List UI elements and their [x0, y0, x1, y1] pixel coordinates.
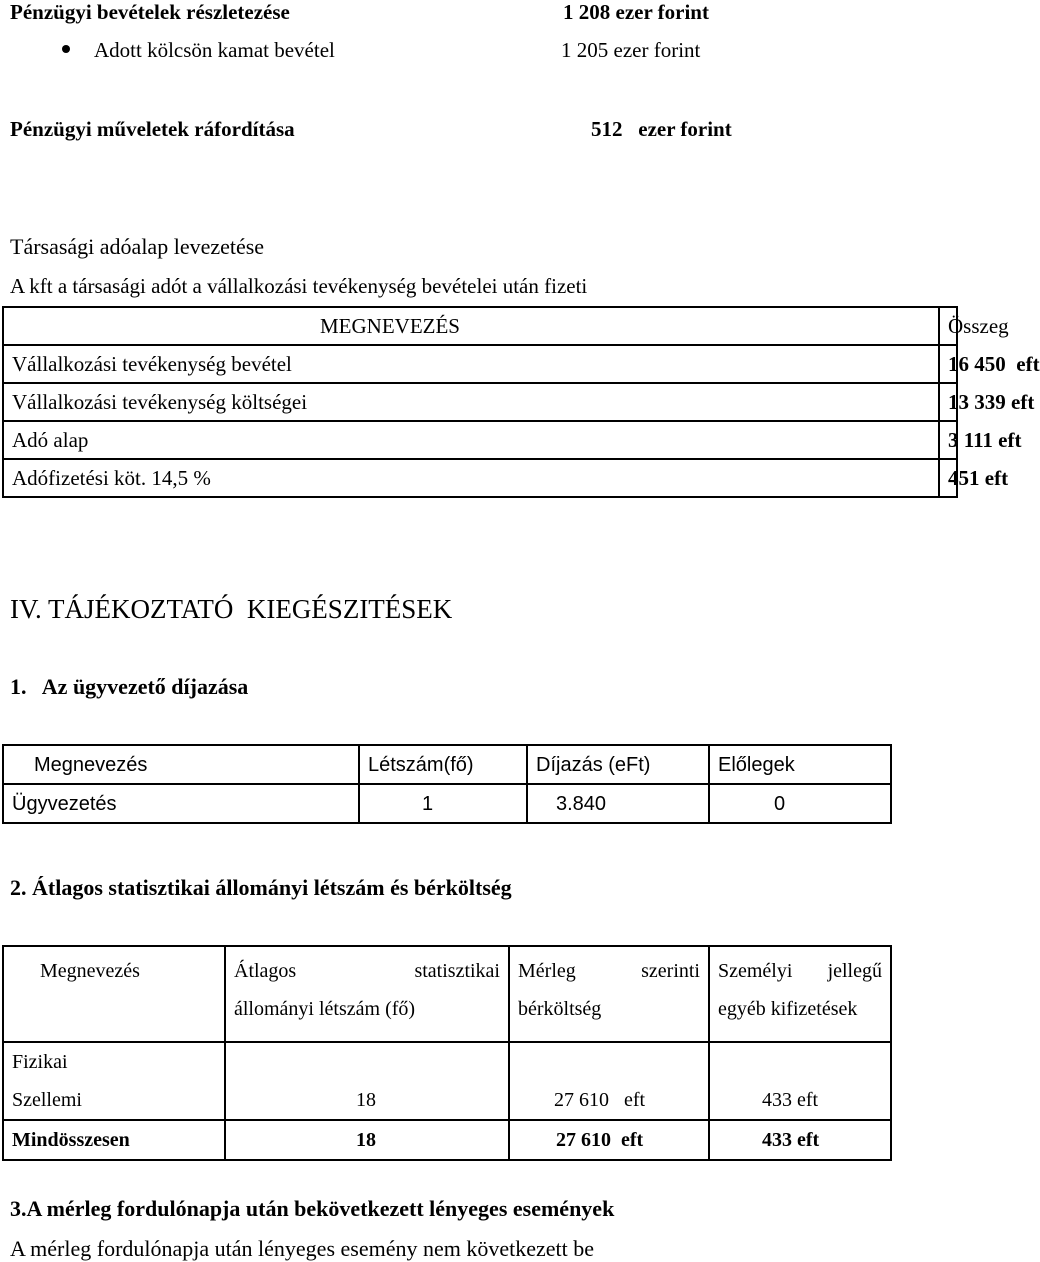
cell-advances: 0	[709, 784, 891, 823]
header-headcount: Létszám(fő)	[359, 745, 527, 784]
cell-headcount	[225, 1042, 509, 1081]
section-iv-title: IV. TÁJÉKOZTATÓ KIEGÉSZITÉSEK	[10, 594, 453, 624]
header-other	[709, 946, 891, 1042]
staff-title: 2. Átlagos statisztikai állományi létszám és bérköltség	[10, 875, 512, 900]
header-other-line-2: egyéb kifizetések	[718, 998, 858, 1020]
row-name: Adó alap	[3, 421, 939, 459]
events-text: A mérleg fordulónapja után lényeges esemény nem következett be	[10, 1236, 595, 1261]
table-row	[3, 1081, 891, 1120]
table-header-row	[3, 946, 891, 1042]
header-amount: Összeg	[939, 307, 957, 345]
cell-fee: 3.840	[527, 784, 709, 823]
header-wage-word-1: Mérleg	[518, 960, 576, 982]
row-amount: 13 339 eft	[939, 383, 957, 421]
cell-other	[709, 1042, 891, 1081]
total-headcount: 18	[225, 1120, 509, 1160]
total-wage: 27 610 eft	[509, 1120, 709, 1160]
tax-base-table	[2, 306, 1040, 498]
total-other: 433 eft	[709, 1120, 891, 1160]
cell-name: Fizikai	[3, 1042, 225, 1081]
manager-fee-title: 1. Az ügyvezető díjazása	[10, 674, 249, 699]
cell-headcount: 18	[225, 1081, 509, 1120]
header-headcount	[225, 946, 509, 1042]
financial-expenses-value: 512 ezer forint	[591, 117, 732, 141]
cell-name: Szellemi	[3, 1081, 225, 1120]
header-advances: Előlegek	[709, 745, 891, 784]
table-header-row	[3, 307, 957, 345]
header-name: Megnevezés	[3, 745, 359, 784]
cell-name: Ügyvezetés	[3, 784, 359, 823]
events-title: 3.A mérleg fordulónapja után bekövetkezett lényeges események	[10, 1196, 615, 1221]
financial-income-title: Pénzügyi bevételek részletezése	[10, 0, 290, 24]
table-row	[3, 345, 957, 383]
header-wage-line-2: bérköltség	[518, 998, 602, 1020]
header-wage-word-2: szerinti	[641, 960, 700, 982]
header-headcount-word-2: statisztikai	[414, 960, 500, 982]
interest-income-value: 1 205 ezer forint	[561, 38, 701, 62]
cell-other: 433 eft	[709, 1081, 891, 1120]
table-row	[3, 383, 957, 421]
table-header-row	[3, 745, 891, 784]
row-amount: 451 eft	[939, 459, 957, 497]
header-name: MEGNEVEZÉS	[3, 307, 939, 345]
row-name: Vállalkozási tevékenység költségei	[3, 383, 939, 421]
header-headcount-word-1: Átlagos	[234, 960, 297, 982]
cell-wage: 27 610 eft	[509, 1081, 709, 1120]
table-row	[3, 421, 957, 459]
row-name: Adófizetési köt. 14,5 %	[3, 459, 939, 497]
interest-income-label: Adott kölcsön kamat bevétel	[94, 38, 335, 62]
header-other-word-2: jellegű	[827, 960, 882, 982]
row-amount: 16 450 eft	[939, 345, 957, 383]
table-row	[3, 784, 891, 823]
cell-headcount: 1	[359, 784, 527, 823]
tax-base-title: Társasági adóalap levezetése	[10, 234, 265, 259]
financial-expenses-title: Pénzügyi műveletek ráfordítása	[10, 117, 295, 141]
table-row	[3, 459, 957, 497]
row-amount: 3 111 eft	[939, 421, 957, 459]
tax-base-intro: A kft a társasági adót a vállalkozási tevékenység bevételei után fizeti	[10, 274, 588, 298]
header-fee: Díjazás (eFt)	[527, 745, 709, 784]
staff-table	[2, 945, 892, 1161]
cell-wage	[509, 1042, 709, 1081]
bullet-icon	[62, 45, 70, 53]
financial-income-value: 1 208 ezer forint	[563, 0, 709, 24]
table-total-row	[3, 1120, 891, 1160]
header-other-word-1: Személyi	[718, 960, 793, 982]
header-name: Megnevezés	[3, 946, 225, 1042]
header-headcount-line-2: állományi létszám (fő)	[234, 998, 416, 1020]
manager-fee-table	[2, 744, 892, 824]
total-name: Mindösszesen	[3, 1120, 225, 1160]
header-wage	[509, 946, 709, 1042]
table-row	[3, 1042, 891, 1081]
row-name: Vállalkozási tevékenység bevétel	[3, 345, 939, 383]
